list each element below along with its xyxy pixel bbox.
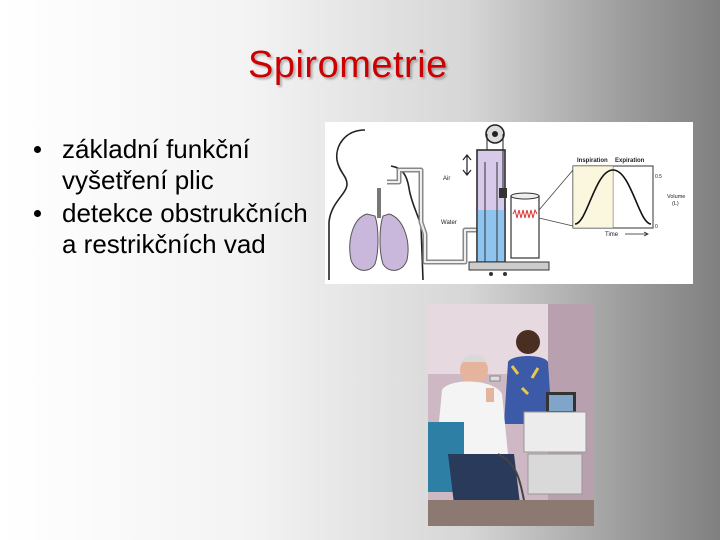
- left-lung: [350, 214, 378, 270]
- water-label: Water: [441, 220, 457, 226]
- spirometer-diagram: [325, 122, 693, 284]
- volume-unit-label: (L): [672, 201, 679, 207]
- spirometer-base: [469, 262, 549, 270]
- bullet-item: [32, 198, 322, 260]
- bullet-item: [32, 134, 322, 196]
- spirometer-diagram-svg: [325, 122, 693, 284]
- patient-photo-svg: [428, 304, 594, 526]
- patient-photo: [428, 304, 594, 526]
- bullet-text: detekce obstrukčních a restrikčních vad: [62, 198, 308, 259]
- expiration-label: Expiration: [615, 158, 645, 164]
- bullet-text: základní funkční vyšetření plic: [62, 134, 250, 195]
- slide-title: Spirometrie: [248, 44, 448, 86]
- right-lung: [380, 214, 408, 270]
- inspiration-label: Inspiration: [577, 158, 608, 164]
- recording-drum: [511, 196, 539, 258]
- bullet-icon: [34, 146, 41, 153]
- tick-high-label: 0.5: [655, 174, 662, 180]
- water-level: [477, 210, 505, 262]
- tick-low-label: 0: [655, 224, 658, 230]
- air-label: Air: [443, 176, 451, 182]
- time-label: Time: [605, 232, 619, 238]
- bullet-list: [32, 134, 322, 262]
- bullet-icon: [34, 210, 41, 217]
- volume-label: Volume: [667, 194, 686, 200]
- counterweight: [499, 188, 507, 198]
